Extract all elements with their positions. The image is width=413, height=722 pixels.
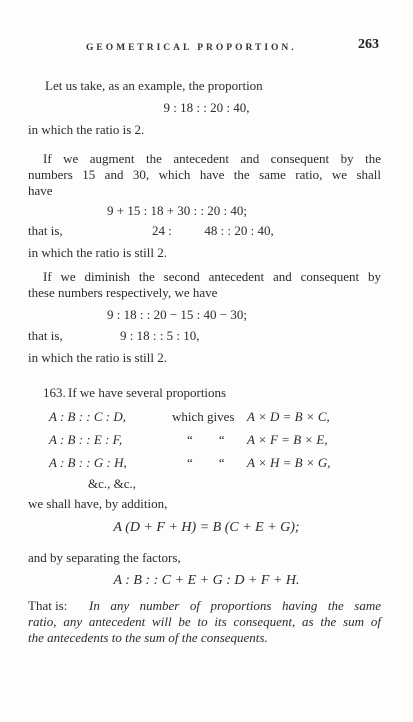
- equation: 24 : 48 : : 20 : 40,: [152, 223, 274, 238]
- equation: A : B : : C + E + G : D + F + H.: [113, 573, 300, 588]
- equation: 9 : 18 : : 20 : 40,: [163, 100, 250, 115]
- etc-text: &c., &c.,: [88, 476, 137, 491]
- proportion-mid: “ “: [187, 455, 225, 470]
- page-number: 263: [358, 37, 379, 52]
- proportion-mid: “ “: [187, 432, 225, 447]
- paragraph-line: and by separating the factors,: [28, 550, 181, 565]
- proportion-right: A × F = B × E,: [247, 432, 328, 447]
- theorem-line: In any number of proportions having the same: [89, 598, 381, 613]
- equation: 9 + 15 : 18 + 30 : : 20 : 40;: [107, 203, 247, 218]
- equation: 9 : 18 : : 20 − 15 : 40 − 30;: [107, 307, 247, 322]
- equation-label: that is,: [28, 223, 63, 238]
- theorem-line: the antecedents to the sum of the consequents.: [28, 630, 268, 645]
- paragraph-line: in which the ratio is 2.: [28, 122, 145, 137]
- equation: 9 : 18 : : 5 : 10,: [120, 328, 200, 343]
- proportion-left: A : B : : E : F,: [49, 432, 123, 447]
- proportion-left: A : B : : G : H,: [49, 455, 127, 470]
- paragraph-line: in which the ratio is still 2.: [28, 350, 168, 365]
- equation: A (D + F + H) = B (C + E + G);: [113, 520, 300, 535]
- paragraph-line: numbers 15 and 30, which have the same ratio, we shall: [28, 167, 381, 182]
- paragraph-line: If we diminish the second antecedent and consequent by: [43, 269, 381, 284]
- proportion-right: A × H = B × G,: [247, 455, 331, 470]
- running-title: GEOMETRICAL PROPORTION.: [86, 43, 297, 53]
- paragraph-line: Let us take, as an example, the proportion: [45, 78, 263, 93]
- paragraph-line: these numbers respectively, we have: [28, 285, 218, 300]
- proportion-right: A × D = B × C,: [247, 409, 330, 424]
- section-number: 163.: [43, 385, 66, 400]
- paragraph-line: we shall have, by addition,: [28, 496, 168, 511]
- theorem-line: ratio, any antecedent will be to its consequent, as the sum of: [28, 614, 381, 629]
- paragraph-line: have: [28, 183, 53, 198]
- paragraph-line: in which the ratio is still 2.: [28, 245, 168, 260]
- paragraph-line: If we have several proportions: [68, 385, 227, 400]
- theorem-lead: That is:: [28, 598, 68, 613]
- proportion-mid: which gives: [172, 409, 235, 424]
- proportion-left: A : B : : C : D,: [49, 409, 127, 424]
- paragraph-line: If we augment the antecedent and consequent by the: [43, 151, 381, 166]
- equation-label: that is,: [28, 328, 63, 343]
